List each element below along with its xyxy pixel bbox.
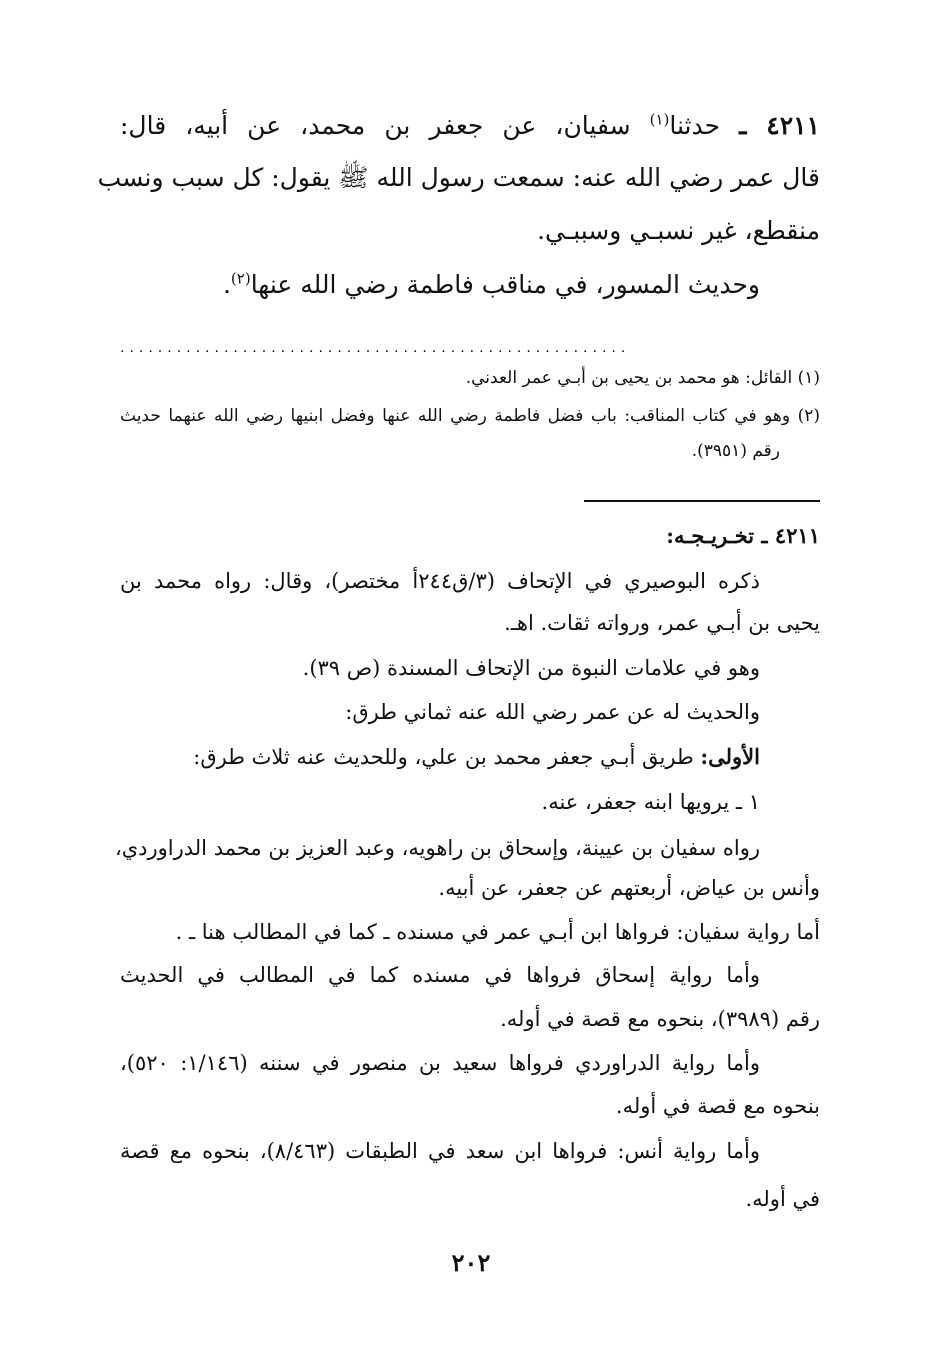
section-rule (584, 500, 820, 502)
footnote-marker-1: (١) (649, 110, 670, 129)
hadith-line-2: قال عمر رضي الله عنه: سمعت رسول الله ﷺ يقول: كل سبب ونسب (97, 163, 820, 192)
footnote-2-line-2: رقم (٣٩٥١). (691, 441, 780, 461)
hadith-line-3: منقطع، غير نسبـي وسببـي. (537, 216, 820, 245)
footnote-2-line-1: (٢) وهو في كتاب المناقب: باب فضل فاطمة رضي الله عنها وفضل ابنيها رضي الله عنهما حديث (120, 406, 820, 426)
hadith-text-1b: سفيان، عن جعفر بن محمد، عن أبيه، قال: (120, 111, 650, 140)
hadith-text-1a: حدثنا (669, 111, 721, 140)
takhrij-line-4: والحديث له عن عمر رضي الله عنه ثماني طرق: (345, 700, 760, 724)
page-number: ٢٠٢ (451, 1248, 491, 1277)
footnote-marker-2: (٢) (230, 269, 251, 288)
takhrij-line-15: في أوله. (745, 1187, 820, 1211)
takhrij-line-7: رواه سفيان بن عيينة، وإسحاق بن راهويه، وعبد العزيز بن محمد الدراوردي، (114, 836, 760, 860)
first-route-label: الأولى: (700, 744, 760, 769)
hadith-number: ٤٢١١ ـ (739, 111, 820, 140)
takhrij-line-1: ذكره البوصيري في الإتحاف (٣/ق٢٤٤أ مختصر)، وقال: رواه محمد بن (120, 569, 760, 593)
footnote-separator: ...................................................... (120, 340, 631, 356)
hadith-line-1 (120, 110, 820, 140)
takhrij-line-9: أما رواية سفيان: فرواها ابن أبـي عمر في مسنده ـ كما في المطالب هنا ـ . (175, 920, 820, 944)
hadith-line-4 (120, 269, 820, 299)
footnote-1: (١) القائل: هو محمد بن يحيى بن أبـي عمر العدني. (465, 368, 820, 388)
first-route-text: طريق أبـي جعفر محمد بن علي، وللحديث عنه ثلاث طرق: (193, 745, 694, 769)
takhrij-line-6: ١ ـ يرويها ابنه جعفر، عنه. (541, 790, 760, 814)
takhrij-heading: ٤٢١١ ـ تخـريـجـه: (666, 523, 820, 548)
takhrij-line-2: يحيى بن أبـي عمر، ورواته ثقات. اهـ. (504, 611, 820, 635)
takhrij-line-13: بنحوه مع قصة في أوله. (615, 1094, 820, 1118)
takhrij-line-3: وهو في علامات النبوة من الإتحاف المسندة (ص ٣٩). (302, 656, 760, 680)
takhrij-line-5 (120, 746, 820, 768)
takhrij-line-14: وأما رواية أنس: فرواها ابن سعد في الطبقات (٨/٤٦٣)، بنحوه مع قصة (120, 1139, 760, 1163)
takhrij-line-8: وأنس بن عياض، أربعتهم عن جعفر، عن أبيه. (438, 876, 820, 900)
takhrij-line-10: وأما رواية إسحاق فرواها في مسنده كما في المطالب في الحديث (120, 963, 760, 987)
hadith-text-4b: . (222, 270, 231, 299)
takhrij-line-12: وأما رواية الدراوردي فرواها سعيد بن منصور في سننه (١/١٤٦: ٥٢٠)، (120, 1051, 760, 1075)
hadith-text-4a: وحديث المسور، في مناقب فاطمة رضي الله عنها (250, 270, 760, 299)
takhrij-line-11: رقم (٣٩٨٩)، بنحوه مع قصة في أوله. (500, 1007, 820, 1031)
